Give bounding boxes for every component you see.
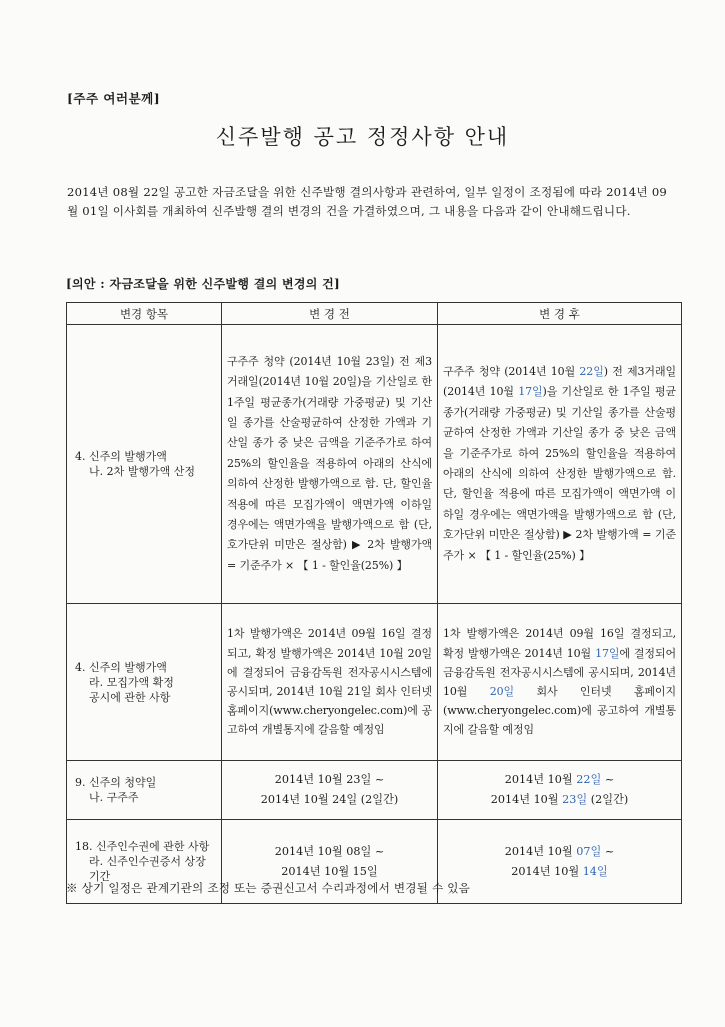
agenda-heading: [의안 : 자금조달을 위한 신주발행 결의 변경의 건] bbox=[66, 277, 340, 291]
table-row bbox=[67, 325, 682, 604]
after-text: (2일간) bbox=[587, 793, 629, 806]
after-cell bbox=[438, 325, 682, 604]
intro-paragraph: 2014년 08월 22일 공고한 자금조달을 위한 신주발행 결의사항과 관련하여, 일부 일정이 조정됨에 따라 2014년 09월 01일 이사회를 개최하여 신주발행 결의 변경의 건을 가결하였으며, 그 내용을 다음과 같이 안내해드립니다. bbox=[67, 185, 667, 218]
after-text: ~ bbox=[601, 844, 615, 858]
table-row bbox=[67, 604, 682, 761]
header-item: 변경 항목 bbox=[67, 303, 222, 325]
after-text: 구주주 청약 (2014년 10월 bbox=[443, 364, 580, 378]
after-text: ~ bbox=[601, 773, 615, 786]
after-text: 2014년 10월 bbox=[511, 864, 583, 878]
row-item-line: 18. 신주인수권에 관한 사항 bbox=[75, 840, 210, 853]
table-row bbox=[67, 761, 682, 820]
after-cell bbox=[438, 761, 682, 820]
after-text: ) 전 제3거래일(2014년 10월 bbox=[443, 364, 676, 399]
row-item-line: 4. 신주의 발행가액 bbox=[75, 450, 167, 463]
changed-date: 17일 bbox=[595, 646, 620, 660]
changed-date: 22일 bbox=[576, 773, 602, 786]
header-after: 변 경 후 bbox=[438, 303, 682, 325]
row-item-cell bbox=[67, 761, 222, 820]
after-date-line bbox=[442, 862, 677, 882]
after-cell bbox=[438, 604, 682, 761]
after-text: 2014년 10월 bbox=[490, 793, 563, 806]
after-text: 회사 인터넷 홈페이지(www.cheryongelec.com)에 공고하여 개별통지에 갈음할 예정임 bbox=[443, 685, 676, 737]
after-date-line bbox=[442, 770, 677, 790]
before-cell: 1차 발행가액은 2014년 09월 16일 결정되고, 확정 발행가액은 2014년 10월 20일에 결정되어 금융감독원 전자공시시스템에 공시되며, 2014년 10월 21일 회사 인터넷 홈페이지(www.cheryongelec.com)에 공고하여 개별통지에 갈음할 예정임 bbox=[222, 604, 438, 761]
changed-date: 17일 bbox=[518, 385, 543, 399]
after-text: 1차 발행가액은 2014년 09월 16일 결정되고, 확정 발행가액은 2014년 10월 bbox=[443, 627, 676, 660]
after-text: 2014년 10월 bbox=[504, 844, 577, 858]
footnote: ※ 상기 일정은 관계기관의 조정 또는 증권신고서 수리과정에서 변경될 수 있음 bbox=[66, 881, 471, 895]
row-item-line: 나. 구주주 bbox=[89, 791, 139, 804]
row-item-cell bbox=[67, 604, 222, 761]
row-item-line: 공시에 관한 사항 bbox=[89, 690, 171, 704]
after-text: 을 기산일로 한 1주일 평균종가(거래량 가중평균) 및 기산일 종가를 산술평균하여 산정한 가액과 기산일 종가 중 낮은 금액을 기준주가로 하여 25%의 할인율을 적용하여 아래의 산식에 의하여 산정한 발행가액으로 함. 단, 할인율 적용에 따른 모집가액이 액면가액 이하일 경우에는 액면가액을 발행가액으로 함 (단, 호가단위 미만은 절상함) ▶ 2차 발행가액 = 기준주가 × 【 1 - 할인율(25%) 】 bbox=[443, 385, 676, 562]
after-text: 에 결정되어 금융감독원 전자공시시스템에 공시되며, 2014년 10월 bbox=[443, 646, 677, 698]
page-title: 신주발행 공고 정정사항 안내 bbox=[215, 125, 510, 149]
after-date-line bbox=[442, 842, 677, 862]
before-text: 을 기산일로 한 1주일 평균종가(거래량 가중평균) 및 기산일 종가를 산술평균하여 산정한 가액과 기산일 종가 중 낮은 금액을 기준주가로 하여 25%의 할인율을 적용하여 아래의 산식에 의하여 산정한 발행가액으로 함. 단, 할인율 적용에 따른 모집가액이 액면가액 이하일 경우에는 액면가액을 발행가액으로 함 (단, 호가단위 미만은 절상함) ▶ 2차 발행가액 = 기준주가 × 【 1 - 할인율(25%) 】 bbox=[227, 375, 432, 572]
table-header-row bbox=[67, 303, 682, 325]
row-item-line: 4. 신주의 발행가액 bbox=[75, 660, 167, 674]
after-text: ) bbox=[542, 385, 547, 399]
after-text: 2014년 10월 bbox=[504, 773, 577, 786]
row-item-line: 나. 2차 발행가액 산정 bbox=[89, 465, 195, 478]
changed-date: 22일 bbox=[579, 364, 604, 378]
changed-date: 14일 bbox=[582, 864, 608, 878]
changed-date: 23일 bbox=[562, 793, 588, 806]
before-cell bbox=[222, 325, 438, 604]
row-item-line: 라. 신주인수권증서 상장기간 bbox=[89, 855, 206, 883]
after-date-line bbox=[442, 790, 677, 810]
before-date-line: 2014년 10월 15일 bbox=[281, 864, 378, 878]
after-cell bbox=[438, 820, 682, 904]
before-date-line: 2014년 10월 23일 ~ bbox=[274, 773, 385, 786]
row-item-cell bbox=[67, 325, 222, 604]
before-text: 구주주 청약 (2014년 10월 23일) 전 제3거래일(2014년 10월 20일) bbox=[227, 354, 432, 389]
header-before: 변 경 전 bbox=[222, 303, 438, 325]
changed-date: 20일 bbox=[489, 685, 515, 698]
before-date-line: 2014년 10월 08일 ~ bbox=[274, 844, 385, 858]
changed-date: 07일 bbox=[576, 844, 602, 858]
row-item-line: 라. 모집가액 확정 bbox=[89, 675, 174, 689]
row-item-line: 9. 신주의 청약일 bbox=[75, 776, 157, 789]
addressee: [주주 여러분께] bbox=[67, 91, 161, 106]
change-table bbox=[66, 302, 682, 904]
before-date-line: 2014년 10월 24일 (2일간) bbox=[260, 793, 399, 806]
before-cell bbox=[222, 761, 438, 820]
